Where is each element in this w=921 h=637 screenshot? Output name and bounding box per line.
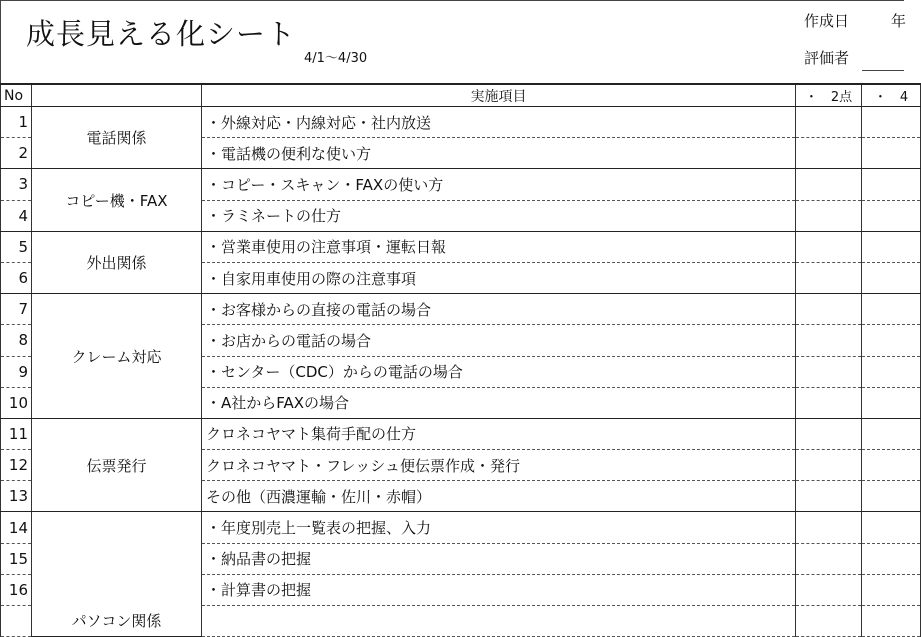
sheet-title: 成長見える化シート <box>26 17 297 51</box>
item-cell <box>202 606 796 637</box>
row-number: 10 <box>1 387 32 418</box>
item-cell: クロネコヤマト集荷手配の仕方 <box>202 418 796 449</box>
item-cell: ・お店からの電話の場合 <box>202 325 796 356</box>
evaluator-input-line[interactable] <box>862 70 904 71</box>
item-cell: ・計算書の把握 <box>202 574 796 605</box>
score-cell-2pt[interactable] <box>796 200 862 231</box>
category-cell: クレーム対応 <box>32 294 202 419</box>
row-number: 12 <box>1 450 32 481</box>
item-cell: ・コピー・スキャン・FAXの使い方 <box>202 169 796 200</box>
table-row <box>1 231 921 262</box>
score-cell-2pt[interactable] <box>796 574 862 605</box>
score-cell-4pt[interactable] <box>862 325 921 356</box>
row-number: 9 <box>1 356 32 387</box>
header-score-2pt: ・ 2点 <box>796 84 862 107</box>
score-cell-4pt[interactable] <box>862 512 921 543</box>
score-cell-2pt[interactable] <box>796 107 862 138</box>
score-cell-4pt[interactable] <box>862 450 921 481</box>
item-cell: その他（西濃運輸・佐川・赤帽） <box>202 481 796 512</box>
row-number: 3 <box>1 169 32 200</box>
score-cell-2pt[interactable] <box>796 387 862 418</box>
period-range: 4/1～4/30 <box>304 51 368 66</box>
score-cell-2pt[interactable] <box>796 450 862 481</box>
item-cell: ・年度別売上一覧表の把握、入力 <box>202 512 796 543</box>
score-cell-2pt[interactable] <box>796 138 862 169</box>
header-no: No <box>1 84 32 107</box>
score-cell-2pt[interactable] <box>796 356 862 387</box>
row-number: 14 <box>1 512 32 543</box>
score-cell-4pt[interactable] <box>862 356 921 387</box>
table-row <box>1 169 921 200</box>
score-cell-2pt[interactable] <box>796 231 862 262</box>
table-row <box>1 512 921 543</box>
score-cell-2pt[interactable] <box>796 512 862 543</box>
item-cell: ・センター（CDC）からの電話の場合 <box>202 356 796 387</box>
table-row <box>1 294 921 325</box>
row-number: 11 <box>1 418 32 449</box>
score-cell-2pt[interactable] <box>796 543 862 574</box>
score-cell-4pt[interactable] <box>862 606 921 637</box>
score-cell-4pt[interactable] <box>862 169 921 200</box>
created-date-label: 作成日 <box>804 12 850 30</box>
score-cell-4pt[interactable] <box>862 481 921 512</box>
checklist-table <box>0 83 921 637</box>
header-score-4pt: ・ 4 <box>862 84 921 107</box>
top-border <box>0 0 904 1</box>
row-number: 4 <box>1 200 32 231</box>
item-cell: クロネコヤマト・フレッシュ便伝票作成・発行 <box>202 450 796 481</box>
score-cell-4pt[interactable] <box>862 574 921 605</box>
table-header-row <box>1 84 921 107</box>
score-cell-4pt[interactable] <box>862 387 921 418</box>
row-number: 7 <box>1 294 32 325</box>
item-cell: ・A社からFAXの場合 <box>202 387 796 418</box>
score-cell-4pt[interactable] <box>862 543 921 574</box>
score-cell-4pt[interactable] <box>862 262 921 293</box>
row-number: 5 <box>1 231 32 262</box>
score-cell-2pt[interactable] <box>796 481 862 512</box>
table-row <box>1 418 921 449</box>
score-cell-4pt[interactable] <box>862 107 921 138</box>
evaluator-label: 評価者 <box>804 49 850 67</box>
row-number: 8 <box>1 325 32 356</box>
category-cell: 外出関係 <box>32 231 202 293</box>
score-cell-2pt[interactable] <box>796 262 862 293</box>
row-number <box>1 606 32 637</box>
header-item: 実施項目 <box>202 84 796 107</box>
year-label: 年 <box>891 12 907 30</box>
item-cell: ・納品書の把握 <box>202 543 796 574</box>
score-cell-4pt[interactable] <box>862 138 921 169</box>
row-number: 2 <box>1 138 32 169</box>
table-row <box>1 107 921 138</box>
item-cell: ・営業車使用の注意事項・運転日報 <box>202 231 796 262</box>
category-cell: コピー機・FAX <box>32 169 202 231</box>
row-number: 6 <box>1 262 32 293</box>
header-category <box>32 84 202 107</box>
item-cell: ・お客様からの直接の電話の場合 <box>202 294 796 325</box>
row-number: 1 <box>1 107 32 138</box>
score-cell-4pt[interactable] <box>862 200 921 231</box>
category-cell <box>32 512 202 637</box>
score-cell-2pt[interactable] <box>796 606 862 637</box>
score-cell-4pt[interactable] <box>862 294 921 325</box>
category-cell: 電話関係 <box>32 107 202 169</box>
category-cell: 伝票発行 <box>32 418 202 512</box>
row-number: 15 <box>1 543 32 574</box>
score-cell-4pt[interactable] <box>862 231 921 262</box>
item-cell: ・外線対応・内線対応・社内放送 <box>202 107 796 138</box>
score-cell-4pt[interactable] <box>862 418 921 449</box>
row-number: 13 <box>1 481 32 512</box>
item-cell: ・電話機の便利な使い方 <box>202 138 796 169</box>
score-cell-2pt[interactable] <box>796 294 862 325</box>
score-cell-2pt[interactable] <box>796 418 862 449</box>
row-number: 16 <box>1 574 32 605</box>
score-cell-2pt[interactable] <box>796 325 862 356</box>
item-cell: ・ラミネートの仕方 <box>202 200 796 231</box>
category-label: パソコン関係 <box>71 612 162 631</box>
item-cell: ・自家用車使用の際の注意事項 <box>202 262 796 293</box>
score-cell-2pt[interactable] <box>796 169 862 200</box>
